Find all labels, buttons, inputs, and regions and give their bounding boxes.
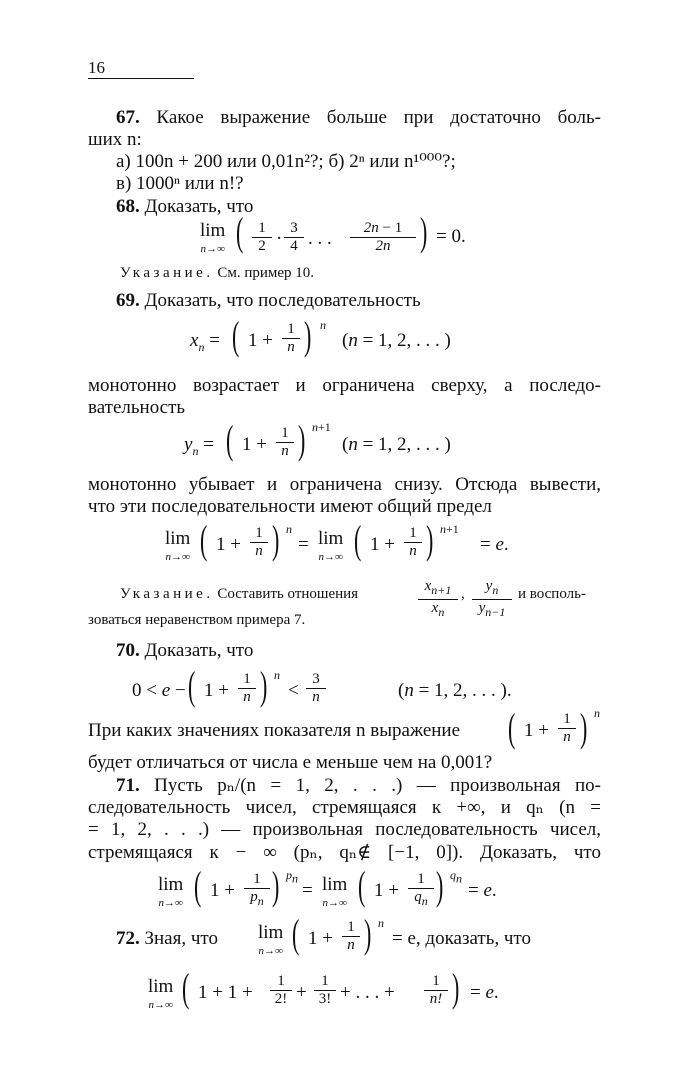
problem-67-line2: ших n: [88, 129, 142, 150]
problem-70-line1: 70. Доказать, что [116, 640, 254, 661]
problem-67-number: 67. [116, 107, 140, 128]
problem-71-line3: = 1, 2, . . .) — произвольная последовательность чисел, [88, 819, 601, 840]
problem-68-line1: 68. Доказать, что [116, 196, 254, 217]
problem-69-line1: 69. Доказать, что последовательность [116, 290, 421, 311]
problem-70-question-cont: будет отличаться от числа e меньше чем на 0,001? [88, 752, 493, 773]
hint-69: Указание. Составить отношения [120, 586, 359, 602]
hint-69-cont: зоваться неравенством примера 7. [88, 612, 306, 628]
problem-67-line1: 67. Какое выражение больше при достаточно боль- [116, 107, 601, 128]
problem-69-line2: монотонно возрастает и ограничена сверху, а последо- [88, 375, 601, 396]
problem-67-line4: в) 1000ⁿ или n!? [116, 173, 244, 194]
problem-72-line1: 72. Зная, что [116, 928, 218, 949]
problem-69-line4: монотонно убывает и ограничена снизу. Отсюда вывести, [88, 474, 601, 495]
book-page: 16 67. Какое выражение больше при достаточно боль- ших n: а) 100n + 200 или 0,01n²?; б) 2ⁿ или n¹⁰⁰⁰?; в) 1000ⁿ или n!? 68. Доказать, что lim n→∞ ( $\frac{1}{2}$ · $\frac{3}{4}$ . . . $\frac{2n - 1}{2n}$ ) = 0. Указание. См. пример 10. 69. Доказать, что последовательность $x_n$ = ( 1 + $\frac{1}{n}$ ) n (n = 1, 2, . . . ) монотонно возрастает и ограничена сверху, а последо- вательность $y_n$ = ( 1 + $\frac{1}{n}$ ) n+1 (n = 1, 2, . . . ) монотонно убывает и ограничена снизу. Отсюда вывести, что эти последовательности имеют общий предел lim n→∞ ( 1 + $\frac{1}{n}$ ) n = lim n→∞ ( 1 + $\frac{1}{n}$ ) n+1 = e. Указание. Составить отношения $\frac{x_{n+1}}{x_n}$ , $\frac{y_n}{y_{n-1}}$ и восполь- зоваться неравенством примера 7. 70. Доказать, что 0 < e − ( 1 + $\frac{1}{n}$ ) n < $\frac{3}{n}$ (n = 1, 2, . . . ). При каких значениях показателя n выражение ( 1 + $\frac{1}{n}$ ) n будет отличаться от числа e меньше чем на 0,001? 71. Пусть pₙ/(n = 1, 2, . . .) — произвольная по- следовательность чисел, стремящаяся к +∞, и qₙ (n = = 1, 2, . . .) — произвольная последовательность чисел, стремящаяся к − ∞ (pₙ, qₙ∉ [−1, 0]). Доказать, что lim n→∞ ( 1 + $\frac{1}{p_n}$ ) $p_n$ = lim n→∞ ( 1 + $\frac{1}{q_n}$ ) $q_n$ = e. 72. Зная, что lim n→∞ ( 1 + $\frac{1}{n}$ ) n = e, доказать, что lim n→∞ ( 1 + 1 + $\frac{1}{2!}$ + $\frac{1}{3!}$ + . . . + $\frac{1}{n!}$ ) = e. [88, 58, 602, 1011]
problem-69-line5: что эти последовательности имеют общий предел [88, 496, 492, 517]
problem-71-line4: стремящаяся к − ∞ (pₙ, qₙ∉ [−1, 0]). Доказать, что [88, 842, 601, 863]
problem-70-question: При каких значениях показателя n выражение [88, 720, 461, 741]
problem-72-line1-end: = e, доказать, что [392, 928, 531, 949]
problem-67-line3: а) 100n + 200 или 0,01n²?; б) 2ⁿ или n¹⁰⁰⁰?; [116, 151, 456, 172]
hint-68: Указание. См. пример 10. [120, 265, 315, 281]
hint-69-end: и восполь- [518, 586, 586, 602]
problem-71-line1: 71. Пусть pₙ/(n = 1, 2, . . .) — произвольная по- [116, 775, 602, 796]
problem-69-line3: вательность [88, 397, 186, 418]
header-rule [88, 78, 194, 79]
page-number: 16 [88, 58, 105, 77]
problem-71-line2: следовательность чисел, стремящаяся к +∞, и qₙ (n = [88, 797, 601, 818]
